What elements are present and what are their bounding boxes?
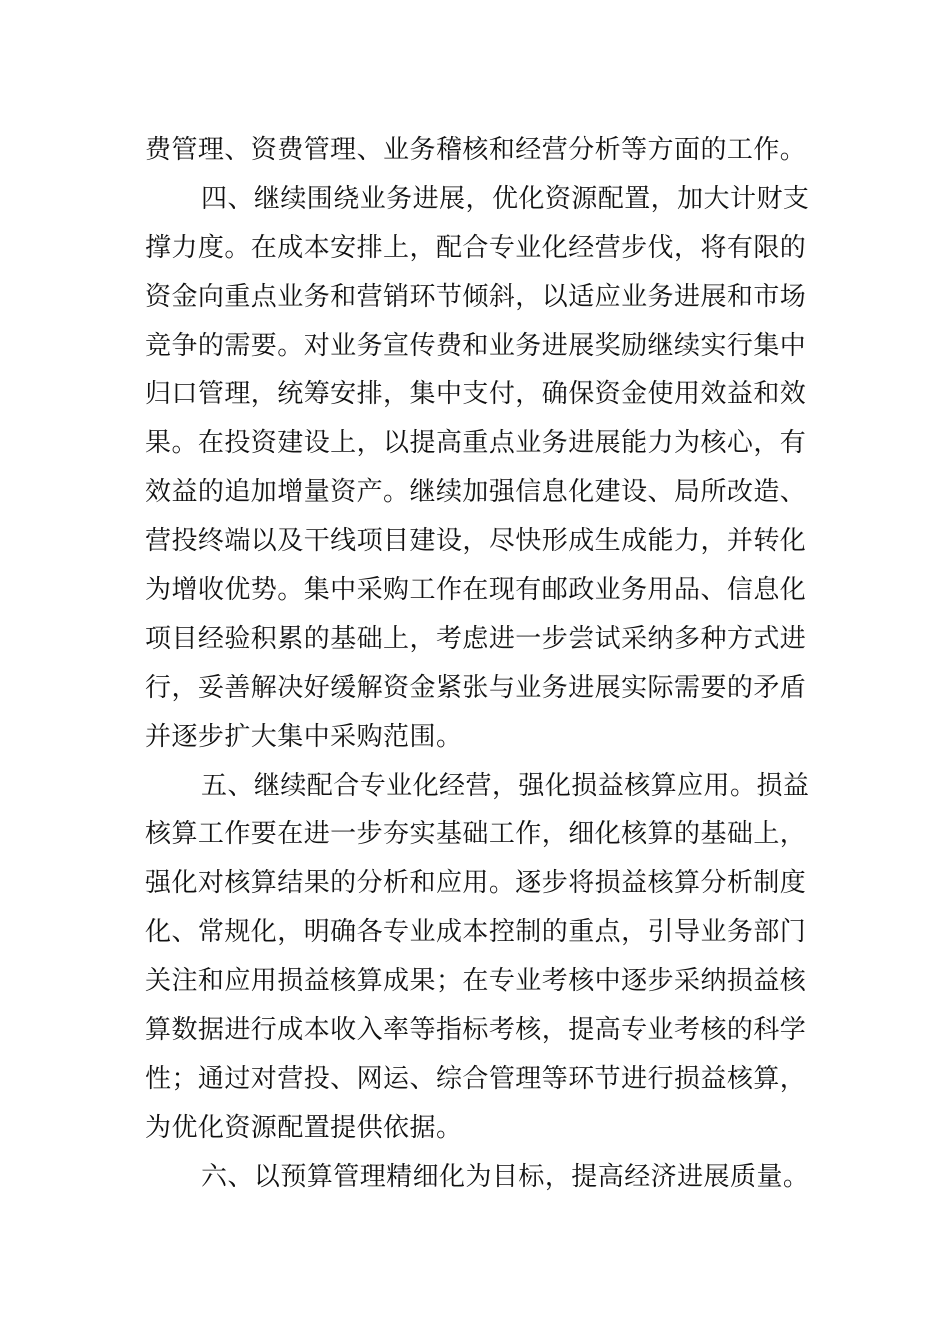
- text-line-4: 资金向重点业务和营销环节倾斜，以适应业务进展和市场: [145, 281, 807, 312]
- text-line-21: 为优化资源配置提供依据。: [145, 1112, 463, 1143]
- text-line-17: 化、常规化，明确各专业成本控制的重点，引导业务部门: [145, 917, 807, 948]
- text-line-18: 关注和应用损益核算成果；在专业考核中逐步采纳损益核: [145, 966, 807, 997]
- text-line-6: 归口管理，统筹安排，集中支付，确保资金使用效益和效: [145, 379, 807, 410]
- text-line-10: 为增收优势。集中采购工作在现有邮政业务用品、信息化: [145, 575, 807, 606]
- text-line-8: 效益的追加增量资产。继续加强信息化建设、局所改造、: [145, 477, 807, 508]
- text-line-11: 项目经验积累的基础上，考虑进一步尝试采纳多种方式进: [145, 623, 807, 654]
- text-line-20: 性；通过对营投、网运、综合管理等环节进行损益核算，: [145, 1063, 807, 1094]
- text-line-14: 五、继续配合专业化经营，强化损益核算应用。损益: [201, 770, 809, 801]
- text-line-2: 四、继续围绕业务进展，优化资源配置，加大计财支: [201, 183, 809, 214]
- text-line-9: 营投终端以及干线项目建设，尽快形成生成能力，并转化: [145, 526, 807, 557]
- body-text: [145, 126, 809, 1202]
- text-line-15: 核算工作要在进一步夯实基础工作，细化核算的基础上，: [145, 819, 807, 850]
- text-line-5: 竞争的需要。对业务宣传费和业务进展奖励继续实行集中: [145, 330, 807, 361]
- text-line-1: 费管理、资费管理、业务稽核和经营分析等方面的工作。: [145, 135, 807, 165]
- text-line-7: 果。在投资建设上，以提高重点业务进展能力为核心，有: [145, 428, 807, 459]
- text-line-19: 算数据进行成本收入率等指标考核，提高专业考核的科学: [145, 1015, 807, 1046]
- text-line-22: 六、以预算管理精细化为目标，提高经济进展质量。: [201, 1161, 809, 1192]
- text-line-16: 强化对核算结果的分析和应用。逐步将损益核算分析制度: [145, 868, 807, 899]
- text-line-13: 并逐步扩大集中采购范围。: [145, 721, 463, 752]
- text-line-12: 行，妥善解决好缓解资金紧张与业务进展实际需要的矛盾: [145, 672, 807, 703]
- text-line-3: 撑力度。在成本安排上，配合专业化经营步伐，将有限的: [145, 232, 807, 263]
